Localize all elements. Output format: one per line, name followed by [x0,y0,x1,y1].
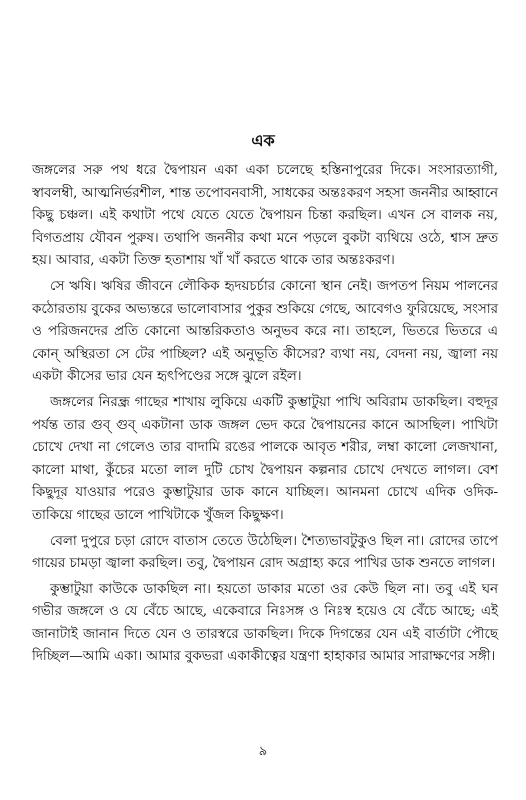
paragraph-5: কুম্ভাটুয়া কাউকে ডাকছিল না। হয়তো ডাকার মতো ওর কেউ ছিল না। তবু এই ঘন গভীর জঙ্গলে ও যে বেঁচে আছে, একেবারে নিঃসঙ্গ ও নিঃস্ব হয়েও যে বেঁচে আছে; এই জানাটাই জানান দিতে যেন ও তারস্বরে ডাকছিল। দিকে দিগন্তের যেন এই বার্তাটা পৌছে দিচ্ছিল—আমি একা। আমার বুকভরা একাকীত্বের যন্ত্রণা হাহাকার আমার সারাক্ষণের সঙ্গী। [32,581,498,665]
paragraph-3: জঙ্গলের নিরন্ধ্র গাছের শাখায় লুকিয়ে একটি কুম্ভাটুয়া পাখি অবিরাম ডাকছিল। বহুদূর পর্যন্ত তার গুব্ গুব্ একটানা ডাক জঙ্গল ভেদ করে দ্বৈপায়নের কানে আসছিল। পাখিটা চোখে দেখা না গেলেও তার বাদামি রঙের পালকে আবৃত শরীর, লম্বা কালো লেজখানা, কালো মাথা, কুঁচের মতো লাল দুটি চোখ দ্বৈপায়ন কল্পনার চোখে দেখতে লাগল। বেশ কিছুদূর যাওয়ার পরেও কুম্ভাটুয়ার ডাক কানে যাচ্ছিল। আনমনা চোখে এদিক ওদিক-তাকিয়ে গাছের ডালে পাখিটাকে খুঁজল কিছুক্ষণ। [32,394,498,523]
page-number: ৯ [258,744,268,759]
paragraph-2: সে ঋষি। ঋষির জীবনে লৌকিক হৃদয়চর্চার কোনো স্থান নেই। জপতপ নিয়ম পালনের কঠোরতায় বুকের অভ্যন্তরে ভালোবাসার পুকুর শুকিয়ে গেছে, আবেগও ফুরিয়েছে, সংসার ও পরিজনদের প্রতি কোনো আন্তরিকতাও অনুভব করে না। তাহলে, ভিতরে ভিতরে এ কোন্ অস্থিরতা সে টের পাচ্ছিল? এই অনুভূতি কীসের? ব্যথা নয়, বেদনা নয়, জ্বালা নয় একটা কীসের ভার যেন হৃৎপিণ্ডের সঙ্গে ঝুলে রইল। [32,278,498,385]
chapter-body [32,160,498,672]
chapter-title: এক [251,131,275,150]
paragraph-1: জঙ্গলের সরু পথ ধরে দ্বৈপায়ন একা একা চলেছে হস্তিনাপুরের দিকে। সংসারত্যাগী, স্বাবলম্বী, আত্মনির্ভরশীল, শান্ত তপোবনবাসী, সাধকের অন্তঃকরণ সহসা জননীর আহ্বানে কিছু চঞ্চল। এই কথাটা পথে যেতে যেতে দ্বৈপায়ন চিন্তা করছিল। এখন সে বালক নয়, বিগতপ্রায় যৌবন পুরুষ। তথাপি জননীর কথা মনে পড়লে বুকটা ব্যথিয়ে ওঠে, শ্বাস দ্রুত হয়। আবার, একটা তিক্ত হতাশায় খাঁ খাঁ করতে থাকে তার অন্তঃকরণ। [32,163,498,269]
paragraph-4: বেলা দুপুরে চড়া রোদে বাতাস তেতে উঠেছিল। শৈত্যভাবটুকুও ছিল না। রোদের তাপে গায়ের চামড়া জ্বালা করছিল। তবু, দ্বৈপায়ন রোদ অগ্রাহ্য করে পাখির ডাক শুনতে লাগল। [32,533,498,572]
